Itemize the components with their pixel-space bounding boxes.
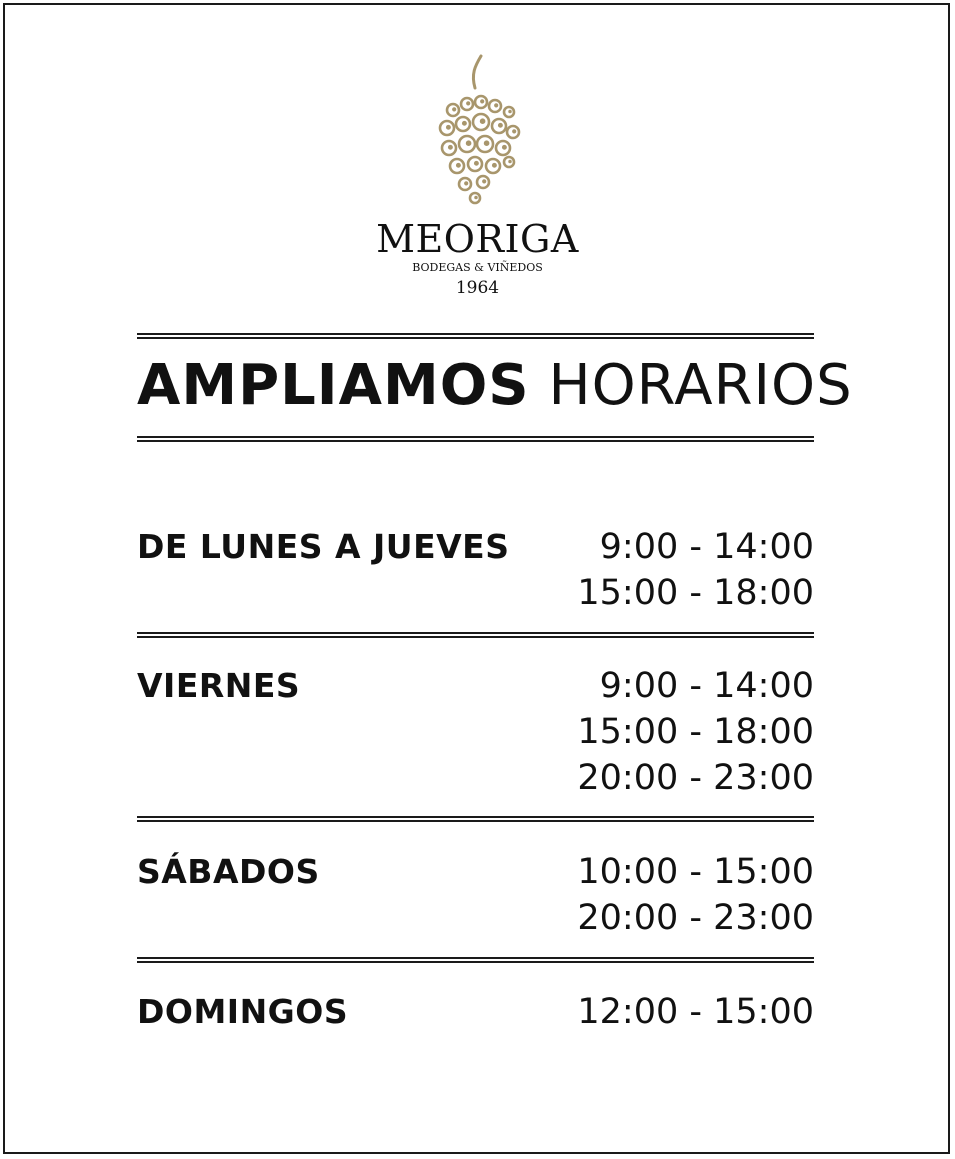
time-list <box>577 663 814 801</box>
grape-swirl-core <box>466 101 470 105</box>
grape-swirl-core <box>455 163 460 168</box>
time-range: 15:00 - 18:00 <box>577 573 814 613</box>
grape-swirl-core <box>494 103 498 107</box>
grape-swirl-core <box>501 145 506 150</box>
grape-swirl-core <box>464 181 468 185</box>
grape-swirl-core <box>483 140 489 146</box>
day-label: DOMINGOS <box>137 992 349 1031</box>
grape-swirl-core <box>465 140 471 146</box>
divider-row <box>137 632 814 638</box>
time-range: 20:00 - 23:00 <box>577 758 814 798</box>
divider-top <box>137 333 814 339</box>
grape-swirl-core <box>447 145 452 150</box>
grape-swirl-core <box>461 121 466 126</box>
time-list <box>577 849 814 941</box>
grape-swirl-core <box>473 161 478 166</box>
grape-swirl-core <box>445 125 450 130</box>
time-range: 10:00 - 15:00 <box>577 852 814 892</box>
time-range: 9:00 - 14:00 <box>599 527 814 567</box>
divider-title <box>137 436 814 442</box>
page-title <box>137 350 853 422</box>
time-range: 15:00 - 18:00 <box>577 712 814 752</box>
brand-logo <box>0 48 955 299</box>
grape-swirl-core <box>479 118 485 124</box>
time-range: 20:00 - 23:00 <box>577 898 814 938</box>
day-label: VIERNES <box>137 666 301 705</box>
title-bold: AMPLIAMOS <box>137 353 530 418</box>
grape-swirl-core <box>491 163 496 168</box>
time-range: 12:00 - 15:00 <box>577 992 814 1032</box>
grape-swirl-core <box>480 99 484 103</box>
grape-swirl-core <box>474 196 478 200</box>
time-range: 9:00 - 14:00 <box>599 666 814 706</box>
divider-row <box>137 816 814 822</box>
grape-swirl-core <box>512 129 516 133</box>
brand-year: 1964 <box>455 278 500 298</box>
grape-swirl-core <box>482 179 486 183</box>
grape-swirl-core <box>508 110 512 114</box>
brand-subtitle: BODEGAS & VIÑEDOS <box>412 261 543 274</box>
grape-cluster-icon <box>423 48 533 213</box>
grape-swirl-core <box>452 107 456 111</box>
divider-row <box>137 957 814 963</box>
brand-name: MEORIGA <box>376 217 579 261</box>
grape-swirl-core <box>508 160 512 164</box>
title-light: HORARIOS <box>548 353 853 418</box>
grape-swirl-core <box>497 123 502 128</box>
day-label: SÁBADOS <box>137 852 320 891</box>
day-label: DE LUNES A JUEVES <box>137 527 510 566</box>
time-list <box>577 989 814 1035</box>
time-list <box>577 524 814 616</box>
